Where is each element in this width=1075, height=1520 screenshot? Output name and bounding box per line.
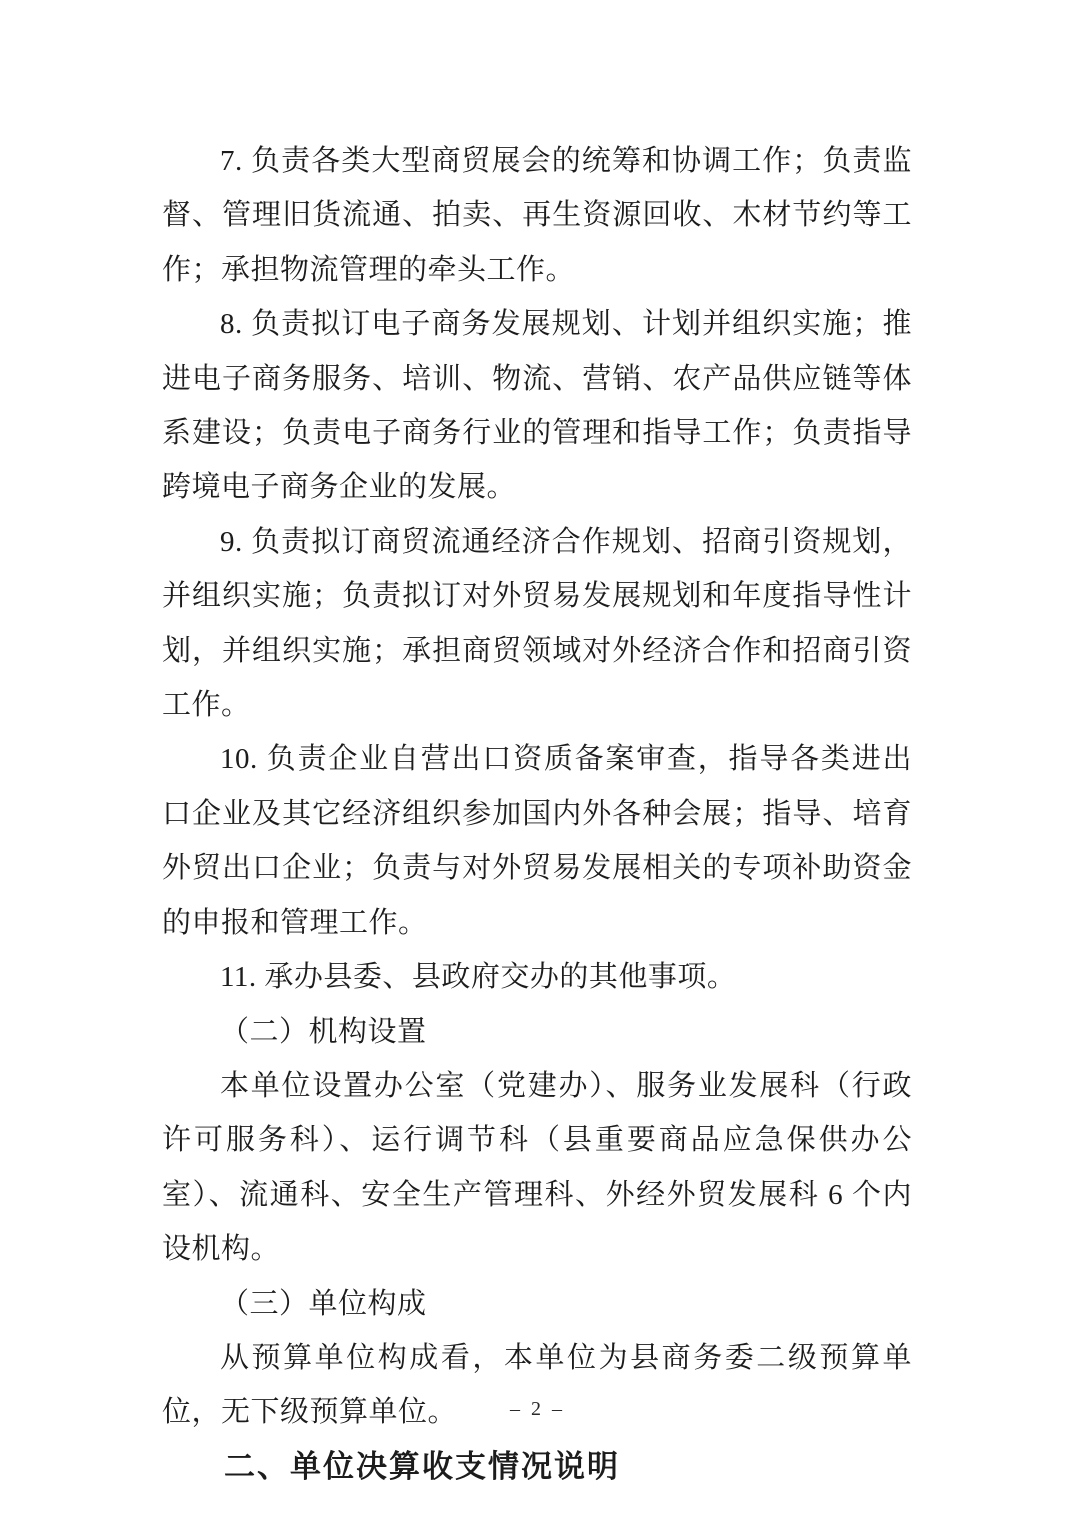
section-3-unit-composition-heading: （三）单位构成 (220, 1287, 427, 1320)
clause-10-paragraph: 10. 负责企业自营出口资质备案审查，指导各类进出口企业及其它经济组织参加国内外各种会展；指导、培育外贸出口企业；负责与对外贸易发展相关的专项补助资金的申报和管理工作。 (162, 743, 912, 939)
clause-11-paragraph: 11. 承办县委、县政府交办的其他事项。 (220, 961, 737, 994)
unit-composition-paragraph: 从预算单位构成看，本单位为县商务委二级预算单位，无下级预算单位。 (162, 1341, 912, 1429)
page-number: – 2 – (510, 1398, 565, 1420)
clause-9-paragraph: 9. 负责拟订商贸流通经济合作规划、招商引资规划，并组织实施；负责拟订对外贸易发展规划和年度指导性计划，并组织实施；承担商贸领域对外经济合作和招商引资工作。 (162, 525, 912, 722)
part-2-budget-statement-heading: 二、单位决算收支情况说明 (224, 1448, 620, 1485)
document-body (162, 134, 912, 1494)
org-setup-paragraph: 本单位设置办公室（党建办）、服务业发展科（行政许可服务科）、运行调节科（县重要商品应急保供办公室）、流通科、安全生产管理科、外经外贸发展科 6 个内设机构。 (162, 1069, 912, 1266)
clause-7-paragraph: 7. 负责各类大型商贸展会的统筹和协调工作；负责监督、管理旧货流通、拍卖、再生资源回收、木材节约等工作；承担物流管理的牵头工作。 (162, 145, 912, 286)
clause-8-paragraph: 8. 负责拟订电子商务发展规划、计划并组织实施；推进电子商务服务、培训、物流、营销、农产品供应链等体系建设；负责电子商务行业的管理和指导工作；负责指导跨境电子商务企业的发展。 (162, 308, 912, 504)
section-2-org-setup-heading: （二）机构设置 (220, 1015, 427, 1048)
page-footer (0, 1398, 1075, 1421)
